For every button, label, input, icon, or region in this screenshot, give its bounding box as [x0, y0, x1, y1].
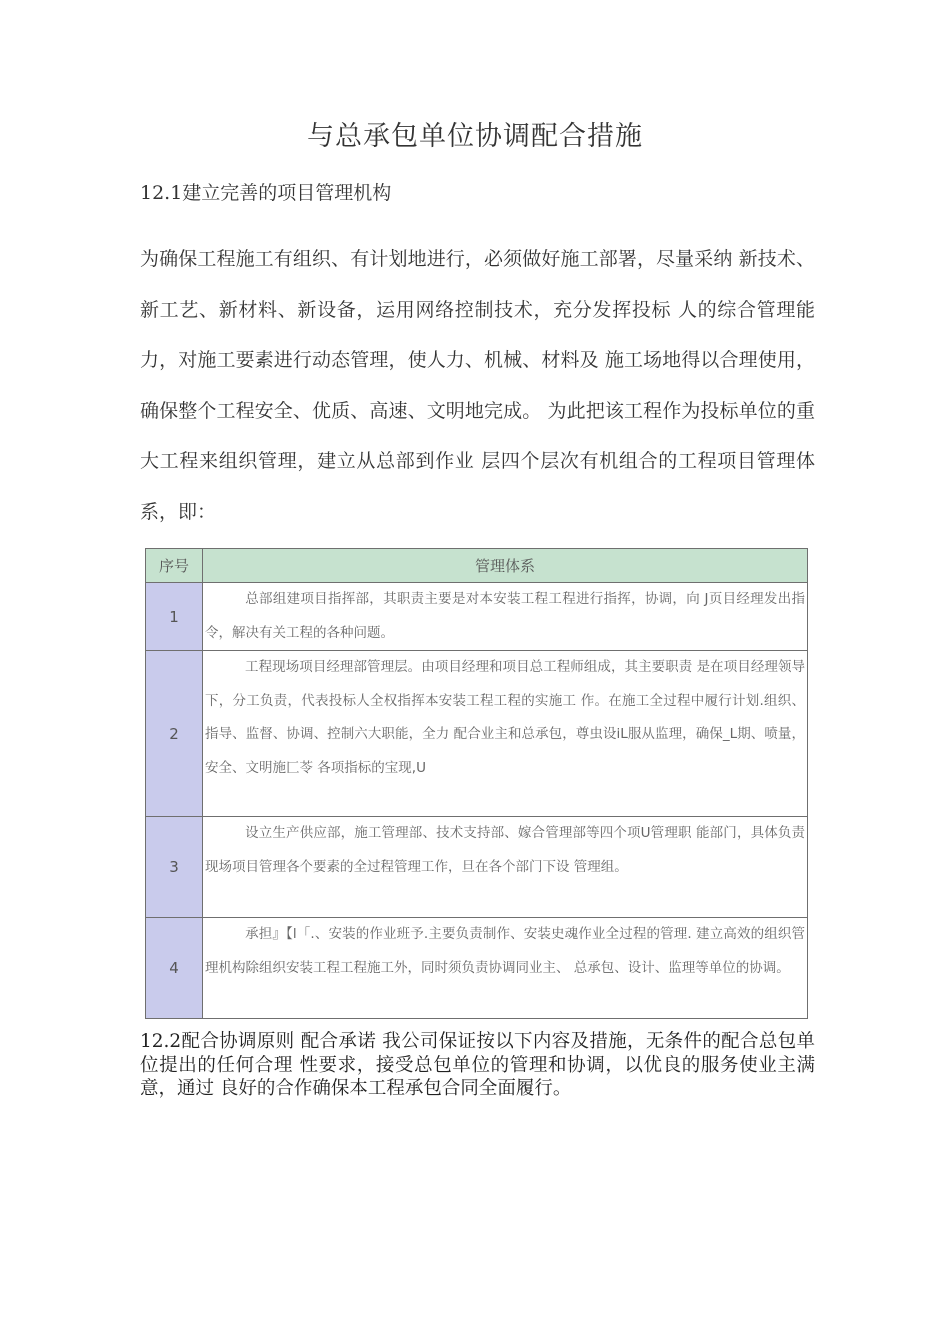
- row-number: 2: [146, 651, 203, 817]
- row-number: 3: [146, 817, 203, 918]
- table-row: [146, 583, 808, 651]
- table-header-row: [146, 549, 808, 583]
- table-row: [146, 651, 808, 817]
- header-management-system: 管理体系: [203, 549, 808, 583]
- header-serial-number: 序号: [146, 549, 203, 583]
- row-description: [203, 583, 808, 651]
- table-row: [146, 918, 808, 1019]
- row-description: [203, 817, 808, 918]
- row-number: 1: [146, 583, 203, 651]
- row-text: 总部组建项目指挥部，其职责主要是对本安装工程工程进行指挥，协调，向 J页目经理发出指令，解决有关工程的各种问题。: [205, 591, 805, 641]
- row-description: [203, 918, 808, 1019]
- section-paragraph-12-1: 为确保工程施工有组织、有计划地进行，必须做好施工部署，尽量采纳 新技术、新工艺、新材料、新设备，运用网络控制技术，充分发挥投标 人的综合管理能力，对施工要素进行动态管理，使人力、机械、材料及 施工场地得以合理使用，确保整个工程安全、优质、高速、文明地完成。 为此把该工程作为投标单位的重大工程来组织管理，建立从总部到作业 层四个层次有机组合的工程项目管理体系，即：: [140, 248, 815, 523]
- table-row: [146, 817, 808, 918]
- row-description: [203, 651, 808, 817]
- document-title: 与总承包单位协调配合措施: [307, 121, 643, 152]
- row-text: 设立生产供应部，施工管理部、技术支持部、嫁合管理部等四个项U管理职 能部门，具体负责现场项目管理各个要素的全过程管理工作，旦在各个部门下设 管理组。: [205, 825, 805, 875]
- row-text: 承担』【l「.、安装的作业班予.主要负责制作、安装史魂作业全过程的管理. 建立高效的组织管理机构除组织安装工程工程施工外，同时须负责协调同业主、 总承包、设计、监理等单位的协调。: [205, 926, 805, 976]
- section-paragraph-12-2: 12.2配合协调原则 配合承诺 我公司保证按以下内容及措施，无条件的配合总包单位提出的任何合理 性要求，接受总包单位的管理和协调，以优良的服务使业主满意，通过 良好的合作确保本工程承包合同全面履行。: [140, 1031, 815, 1099]
- management-system-table: [145, 548, 808, 1019]
- section-heading-12-1: 12.1建立完善的项目管理机构: [140, 182, 392, 204]
- row-number: 4: [146, 918, 203, 1019]
- row-text: 工程现场项目经理部管理层。由项目经理和项目总工程师组成，其主要职责 是在项目经理领导下，分工负责，代表投标人全权指挥本安装工程工程的实施工 作。在施工全过程中履行计划.组织、指导、监督、协调、控制六大职能，全力 配合业主和总承包，尊虫设iL服从监理，确保_L期、喷量，安全、文明施匚苓 各项指标的宝现,U: [205, 659, 805, 776]
